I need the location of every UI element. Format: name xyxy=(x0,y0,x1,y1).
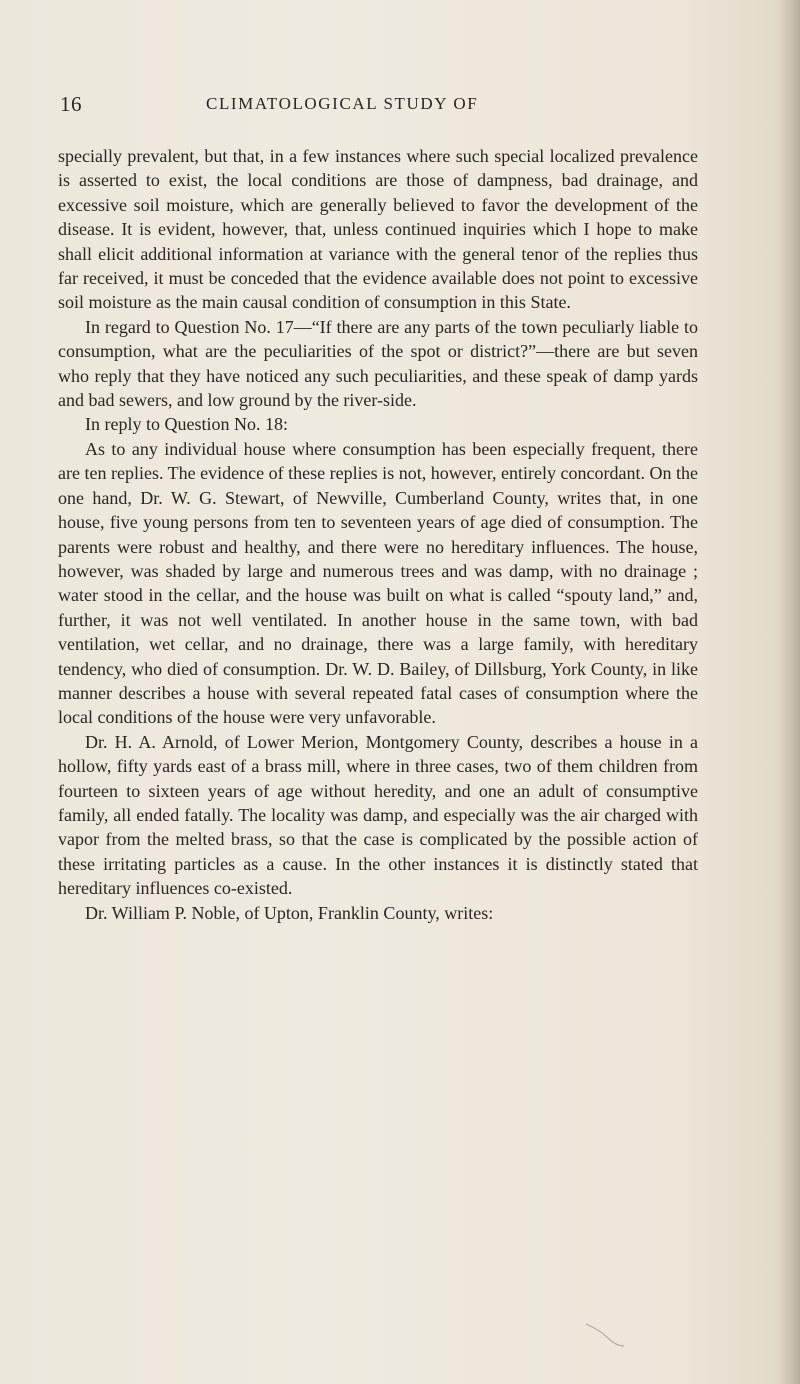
paragraph: Dr. William P. Noble, of Upton, Franklin County, writes: xyxy=(85,902,494,923)
paragraph: As to any individual house where consumption has been especially frequent, there are ten replies. The evidence of these replies is not, however, entirely concordant. On the one hand, Dr. W. G. Stewart, of Newville, Cumberland County, writes that, in one house, five young persons from ten to seventeen years of age died of consumption. The parents were robust and healthy, and there were no hereditary influences. The house, however, was shaded by large and numerous trees and was damp, with no drainage ; water stood in the cellar, and the house was built on what is called “spouty land,” and, further, it was not well ventilated. In another house in the same town, with bad ventilation, wet cellar, and no drainage, there was a large family, with hereditary tendency, who died of consumption. Dr. W. D. Bailey, of Dillsburg, York County, in like manner describes a house with several repeated fatal cases of consumption where the local conditions of the house were very unfavorable. xyxy=(58,438,698,728)
page-number: 16 xyxy=(60,92,82,116)
body-text xyxy=(58,144,698,925)
paragraph: In regard to Question No. 17—“If there are any parts of the town peculiarly liable to consumption, what are the peculiarities of the spot or district?”—there are but seven who reply that they have noticed any such peculiarities, and these speak of damp yards and bad sewers, and low ground by the river-side. xyxy=(58,316,698,411)
page-header xyxy=(60,92,700,116)
paragraph: Dr. H. A. Arnold, of Lower Merion, Montgomery County, describes a house in a hollow, fifty yards east of a brass mill, where in three cases, two of them children from fourteen to sixteen years of age without heredity, and one an adult of consumptive family, all ended fatally. The locality was damp, and especially was the air charged with vapor from the melted brass, so that the case is complicated by the possible action of these irritating particles as a cause. In the other instances it is distinctly stated that hereditary influences co-existed. xyxy=(58,731,698,899)
paragraph: specially prevalent, but that, in a few instances where such special localized prevalence is asserted to exist, the local conditions are those of dampness, bad drainage, and excessive soil moisture, which are generally believed to favor the development of the disease. It is evident, however, that, unless continued inquiries which I hope to make shall elicit additional information at variance with the general tenor of the replies thus far received, it must be conceded that the evidence available does not point to excessive soil moisture as the main causal condition of consumption in this State. xyxy=(58,146,698,313)
paragraph: In reply to Question No. 18: xyxy=(85,414,288,435)
pencil-mark-icon xyxy=(580,1318,628,1348)
running-head: CLIMATOLOGICAL STUDY OF xyxy=(206,94,479,113)
page-edge-shadow xyxy=(778,0,800,1384)
